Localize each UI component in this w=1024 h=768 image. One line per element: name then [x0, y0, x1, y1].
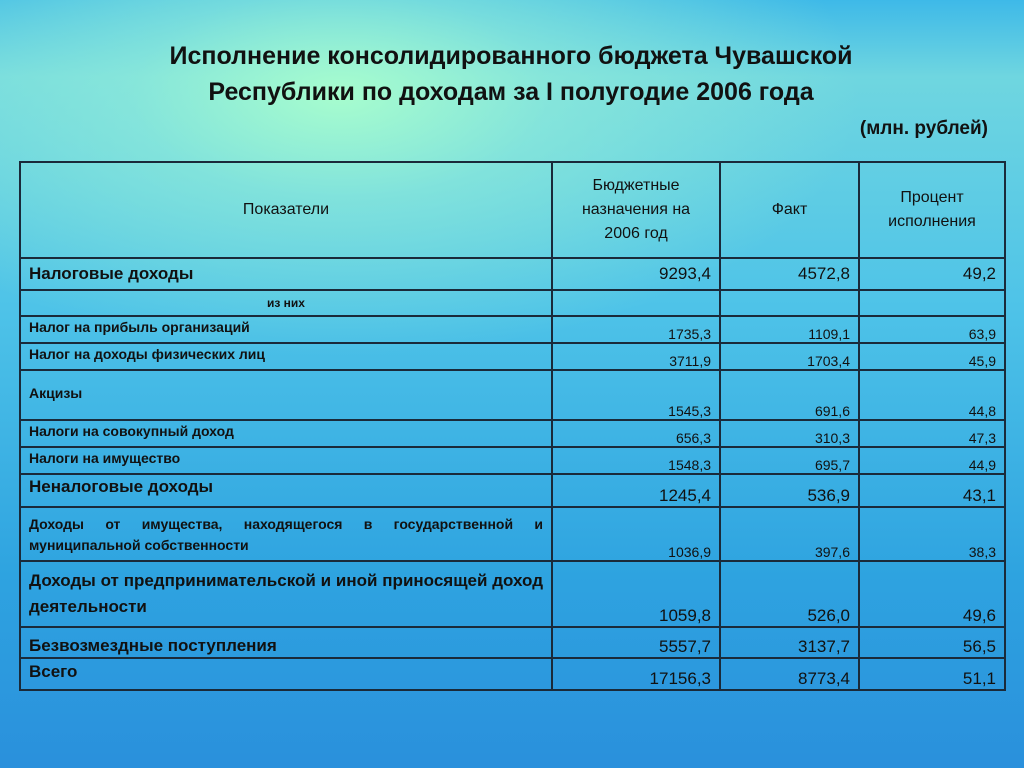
revenue-table [19, 161, 1006, 691]
units-label: (млн. рублей) [859, 118, 988, 139]
row-percent: 56,5 [859, 627, 1005, 658]
row-budget: 1059,8 [552, 561, 720, 627]
row-budget: 1545,3 [552, 370, 720, 420]
header-indicator: Показатели [20, 162, 552, 258]
row-fact [720, 290, 859, 316]
row-name: Налоги на имущество [20, 447, 552, 474]
row-name: Налоговые доходы [20, 258, 552, 290]
row-budget: 5557,7 [552, 627, 720, 658]
row-fact: 397,6 [720, 507, 859, 561]
row-fact: 526,0 [720, 561, 859, 627]
title-line-2: Республики по доходам за I полугодие 2006 года [208, 78, 814, 106]
row-name: Акцизы [20, 370, 552, 420]
row-fact: 4572,8 [720, 258, 859, 290]
table-header-row [20, 162, 1005, 258]
row-fact: 1703,4 [720, 343, 859, 370]
table-row [20, 447, 1005, 474]
row-budget: 9293,4 [552, 258, 720, 290]
title-line-1: Исполнение консолидированного бюджета Чувашской [169, 42, 853, 70]
header-fact: Факт [720, 162, 859, 258]
row-name: Налоги на совокупный доход [20, 420, 552, 447]
row-budget: 1245,4 [552, 474, 720, 507]
row-percent: 49,6 [859, 561, 1005, 627]
row-fact: 8773,4 [720, 658, 859, 690]
table-row [20, 316, 1005, 343]
row-fact: 691,6 [720, 370, 859, 420]
row-name: Налог на прибыль организаций [20, 316, 552, 343]
row-percent: 51,1 [859, 658, 1005, 690]
row-fact: 3137,7 [720, 627, 859, 658]
row-budget: 1036,9 [552, 507, 720, 561]
row-budget: 1548,3 [552, 447, 720, 474]
row-name: Безвозмездные поступления [20, 627, 552, 658]
row-percent: 45,9 [859, 343, 1005, 370]
table-row [20, 420, 1005, 447]
table-row [20, 507, 1005, 561]
row-name: Неналоговые доходы [20, 474, 552, 507]
row-budget: 3711,9 [552, 343, 720, 370]
header-percent: Процент исполнения [859, 162, 1005, 258]
table-row [20, 627, 1005, 658]
row-percent: 49,2 [859, 258, 1005, 290]
row-name: Доходы от имущества, находящегося в государственной и муниципальной собственности [20, 507, 552, 561]
row-percent: 38,3 [859, 507, 1005, 561]
table-row [20, 561, 1005, 627]
row-fact: 695,7 [720, 447, 859, 474]
row-budget: 17156,3 [552, 658, 720, 690]
row-name: Всего [20, 658, 552, 690]
row-budget: 1735,3 [552, 316, 720, 343]
row-name: Доходы от предпринимательской и иной приносящей доход деятельности [20, 561, 552, 627]
row-fact: 310,3 [720, 420, 859, 447]
row-budget [552, 290, 720, 316]
table-row [20, 343, 1005, 370]
row-percent: 47,3 [859, 420, 1005, 447]
table-row [20, 290, 1005, 316]
row-percent: 63,9 [859, 316, 1005, 343]
row-name: из них [20, 290, 552, 316]
row-fact: 536,9 [720, 474, 859, 507]
row-percent: 44,8 [859, 370, 1005, 420]
table-row [20, 474, 1005, 507]
row-percent: 44,9 [859, 447, 1005, 474]
page-title [0, 38, 1024, 110]
row-fact: 1109,1 [720, 316, 859, 343]
row-percent [859, 290, 1005, 316]
table-row [20, 258, 1005, 290]
table-row [20, 658, 1005, 690]
row-percent: 43,1 [859, 474, 1005, 507]
table-row [20, 370, 1005, 420]
row-name: Налог на доходы физических лиц [20, 343, 552, 370]
header-budget: Бюджетные назначения на 2006 год [552, 162, 720, 258]
row-budget: 656,3 [552, 420, 720, 447]
